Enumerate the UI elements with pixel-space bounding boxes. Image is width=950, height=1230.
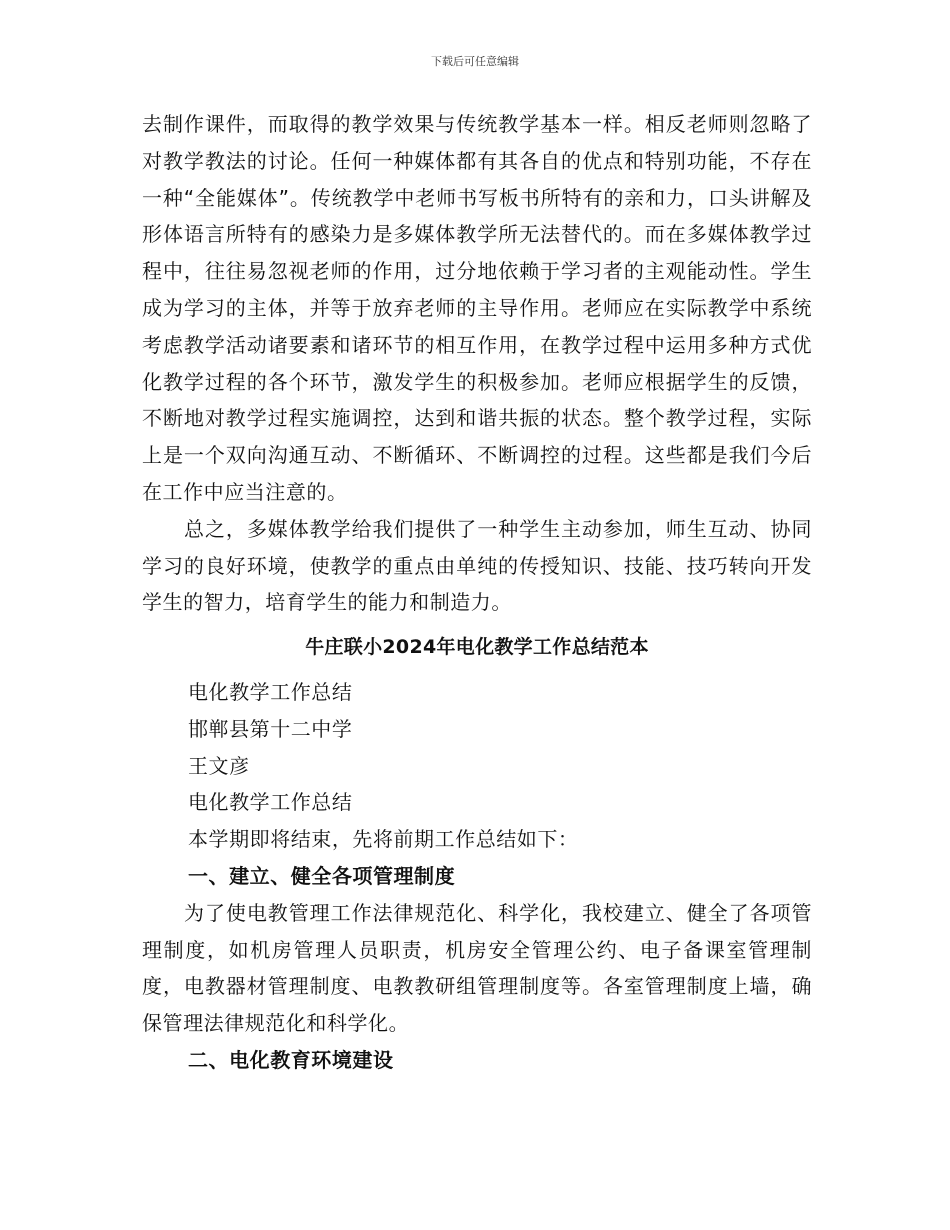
author-name-line: 王文彦	[188, 753, 250, 778]
body-paragraph-3: 为了使电教管理工作法律规范化、科学化，我校建立、健全了各项管理制度，如机房管理人员职责，机房安全管理公约、电子备课室管理制度，电教器材管理制度、电教教研组管理制度等。各室管理制度上墙，确保管理法律规范化和科学化。	[142, 900, 812, 1036]
body-paragraph-2: 总之，多媒体教学给我们提供了一种学生主动参加，师生互动、协同学习的良好环境，使教学的重点由单纯的传授知识、技能、技巧转向开发学生的智力，培育学生的能力和制造力。	[142, 516, 812, 615]
document-title: 牛庄联小2024年电化教学工作总结范本	[305, 636, 649, 659]
school-name-line: 邯郸县第十二中学	[188, 716, 353, 741]
subtitle-line-1: 电化教学工作总结	[188, 679, 353, 704]
subtitle-line-2: 电化教学工作总结	[188, 790, 353, 815]
document-body	[142, 106, 812, 1079]
page-header: 下载后可任意编辑	[431, 55, 519, 68]
section-heading-2: 二、电化教育环境建设	[188, 1047, 394, 1072]
body-paragraph-1: 去制作课件，而取得的教学效果与传统教学基本一样。相反老师则忽略了对教学教法的讨论。任何一种媒体都有其各自的优点和特别功能，不存在一种“全能媒体”。传统教学中老师书写板书所特有的亲和力，口头讲解及形体语言所特有的感染力是多媒体教学所无法替代的。而在多媒体教学过程中，往往易忽视老师的作用，过分地依赖于学习者的主观能动性。学生成为学习的主体，并等于放弃老师的主导作用。老师应在实际教学中系统考虑教学活动诸要素和诸环节的相互作用，在教学过程中运用多种方式优化教学过程的各个环节，激发学生的积极参加。老师应根据学生的反馈，不断地对教学过程实施调控，达到和谐共振的状态。整个教学过程，实际上是一个双向沟通互动、不断循环、不断调控的过程。这些都是我们今后在工作中应当注意的。	[142, 112, 812, 504]
section-heading-1: 一、建立、健全各项管理制度	[188, 863, 456, 888]
intro-line: 本学期即将结束，先将前期工作总结如下：	[188, 827, 579, 852]
